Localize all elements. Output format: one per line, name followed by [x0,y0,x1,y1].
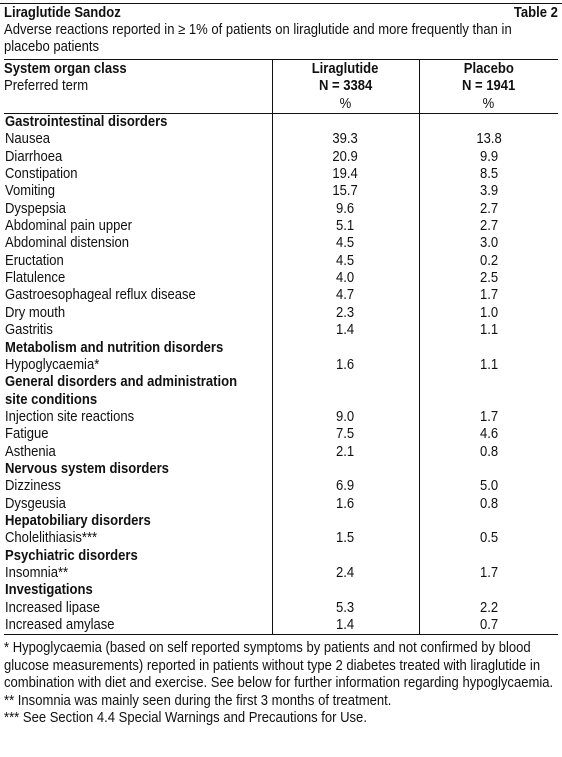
placebo-percent: 3.0 [479,235,498,252]
liraglutide-value [272,183,419,200]
placebo-percent: 2.7 [479,200,498,217]
placebo-value [419,582,558,599]
title-row [4,5,558,22]
placebo-value [419,270,558,287]
table-row [4,444,558,461]
table-row [4,235,558,252]
liraglutide-percent: 2.1 [336,443,355,460]
placebo-percent: 1.0 [479,304,498,321]
preferred-term [4,444,272,461]
liraglutide-value [272,149,419,166]
placebo-percent: 0.7 [479,617,498,633]
placebo-percent: 1.7 [479,564,498,581]
placebo-value [419,201,558,218]
liraglutide-value [272,166,419,183]
placebo-value [419,131,558,148]
placebo-value [419,305,558,322]
liraglutide-value [272,270,419,287]
placebo-value [419,478,558,495]
liraglutide-percent: 5.3 [336,599,355,616]
footnote-cholelithiasis: *** See Section 4.4 Special Warnings and Precautions for Use. [4,709,367,726]
header-col3-line1: Placebo [463,61,514,77]
placebo-value [419,617,558,635]
placebo-value [419,513,558,530]
placebo-percent: 1.1 [479,356,498,373]
footnotes [4,640,558,727]
table-label: Table 2 [513,5,558,21]
table-row [4,201,558,218]
category-row [4,114,558,132]
table-header-row [4,60,558,114]
liraglutide-value [272,582,419,599]
placebo-value [419,426,558,443]
term-label: Abdominal distension [5,235,130,252]
term-label: Hypoglycaemia* [5,356,100,373]
liraglutide-percent: 2.4 [336,564,355,581]
preferred-term [4,496,272,513]
placebo-value [419,235,558,252]
liraglutide-percent: 1.6 [336,356,355,373]
category-row [4,374,558,391]
liraglutide-percent: 39.3 [332,131,359,148]
liraglutide-percent: 2.3 [336,304,355,321]
liraglutide-value [272,114,419,132]
term-label: Constipation [5,166,78,183]
preferred-term [4,478,272,495]
category-label: Gastrointestinal disorders [5,114,168,131]
preferred-term [4,201,272,218]
table-row [4,131,558,148]
liraglutide-percent: 9.0 [336,408,355,425]
placebo-percent: 0.8 [479,443,498,460]
table-row [4,166,558,183]
category-label: Nervous system disorders [5,460,169,477]
preferred-term [4,166,272,183]
term-label: Dry mouth [5,304,66,321]
category-label: General disorders and administration [5,374,238,391]
preferred-term [4,305,272,322]
placebo-value [419,166,558,183]
liraglutide-percent: 19.4 [332,166,359,183]
placebo-value [419,218,558,235]
liraglutide-percent: 1.4 [336,617,355,633]
liraglutide-value [272,617,419,635]
liraglutide-percent: 15.7 [332,183,359,200]
liraglutide-value [272,461,419,478]
term-label: Diarrhoea [5,148,63,165]
liraglutide-value [272,409,419,426]
placebo-value [419,530,558,547]
table-row [4,357,558,374]
term-label: Dysgeusia [5,495,66,512]
placebo-value [419,357,558,374]
table-row [4,409,558,426]
liraglutide-value [272,496,419,513]
term-label: Gastritis [5,322,53,339]
term-label: Gastroesophageal reflux disease [5,287,196,304]
system-organ-class [4,461,272,478]
placebo-value [419,183,558,200]
table-row [4,565,558,582]
placebo-value [419,565,558,582]
category-label: Metabolism and nutrition disorders [5,339,224,356]
system-organ-class [4,392,272,409]
system-organ-class [4,114,272,132]
header-col1-line2: Preferred term [4,78,89,95]
preferred-term [4,253,272,270]
placebo-value [419,253,558,270]
table-row [4,600,558,617]
liraglutide-percent: 6.9 [336,478,355,495]
preferred-term [4,409,272,426]
table-row [4,426,558,443]
liraglutide-value [272,218,419,235]
table-row [4,478,558,495]
preferred-term [4,530,272,547]
header-liraglutide [272,60,419,114]
header-system-organ-class [4,60,272,114]
footnote-hypoglycaemia: * Hypoglycaemia (based on self reported symptoms by patients and not confirmed by blood glucose measurements) reported in patients without type 2 diabetes treated with liraglutide in combination with diet and exercise. See below for further information regarding hypoglycaemia. [4,640,554,692]
placebo-value [419,149,558,166]
placebo-percent: 4.6 [479,426,498,443]
liraglutide-value [272,235,419,252]
liraglutide-value [272,548,419,565]
table-caption: Adverse reactions reported in ≥ 1% of patients on liraglutide and more frequently than in placebo patients [4,22,512,55]
term-label: Nausea [5,131,50,148]
term-label: Flatulence [5,270,66,287]
preferred-term [4,270,272,287]
term-label: Insomnia** [5,564,69,581]
term-label: Eructation [5,252,64,269]
liraglutide-value [272,305,419,322]
term-label: Injection site reactions [5,408,135,425]
placebo-percent: 2.7 [479,218,498,235]
adverse-reactions-table [4,59,558,635]
category-row [4,582,558,599]
liraglutide-value [272,565,419,582]
header-col3-line2: N = 1941 [462,78,516,95]
header-col2-line1: Liraglutide [312,61,379,77]
liraglutide-percent: 4.7 [336,287,355,304]
term-label: Dizziness [5,478,61,495]
liraglutide-value [272,340,419,357]
placebo-value [419,444,558,461]
table-row [4,530,558,547]
preferred-term [4,426,272,443]
preferred-term [4,357,272,374]
placebo-value [419,496,558,513]
system-organ-class [4,548,272,565]
preferred-term [4,183,272,200]
liraglutide-percent: 4.5 [336,252,355,269]
placebo-percent: 1.7 [479,408,498,425]
table-row [4,617,558,635]
category-label: Investigations [5,582,93,599]
header-placebo [419,60,558,114]
liraglutide-value [272,426,419,443]
liraglutide-value [272,530,419,547]
table-row [4,253,558,270]
liraglutide-value [272,444,419,461]
table-row [4,149,558,166]
liraglutide-percent: 7.5 [336,426,355,443]
liraglutide-value [272,478,419,495]
system-organ-class [4,582,272,599]
placebo-value [419,287,558,304]
term-label: Increased lipase [5,599,101,616]
preferred-term [4,600,272,617]
top-rule [0,3,562,4]
header-col2-line3: % [339,95,352,112]
placebo-percent: 2.5 [479,270,498,287]
liraglutide-percent: 1.4 [336,322,355,339]
category-row [4,392,558,409]
preferred-term [4,235,272,252]
liraglutide-value [272,392,419,409]
table-body [4,114,558,635]
term-label: Asthenia [5,443,56,460]
liraglutide-value [272,131,419,148]
liraglutide-value [272,201,419,218]
table-row [4,218,558,235]
header-col2-line2: N = 3384 [318,78,373,95]
placebo-value [419,114,558,132]
category-label: Hepatobiliary disorders [5,512,151,529]
placebo-percent: 9.9 [479,148,498,165]
placebo-percent: 8.5 [479,166,498,183]
liraglutide-percent: 1.5 [336,530,355,547]
category-row [4,461,558,478]
term-label: Cholelithiasis*** [5,530,98,547]
category-row [4,340,558,357]
placebo-percent: 2.2 [479,599,498,616]
category-label: site conditions [5,391,98,408]
placebo-percent: 1.1 [479,322,498,339]
placebo-value [419,461,558,478]
placebo-percent: 1.7 [479,287,498,304]
liraglutide-percent: 1.6 [336,495,355,512]
placebo-percent: 0.8 [479,495,498,512]
placebo-percent: 3.9 [479,183,498,200]
liraglutide-percent: 9.6 [336,200,355,217]
liraglutide-value [272,322,419,339]
liraglutide-percent: 20.9 [332,148,359,165]
placebo-percent: 5.0 [479,478,498,495]
preferred-term [4,149,272,166]
placebo-percent: 0.5 [479,530,498,547]
term-label: Dyspepsia [5,200,66,217]
term-label: Vomiting [5,183,56,200]
liraglutide-percent: 4.5 [336,235,355,252]
preferred-term [4,565,272,582]
liraglutide-percent: 5.1 [336,218,355,235]
footnote-insomnia: ** Insomnia was mainly seen during the first 3 months of treatment. [4,692,392,709]
preferred-term [4,322,272,339]
placebo-value [419,409,558,426]
table-row [4,270,558,287]
placebo-value [419,340,558,357]
table-row [4,305,558,322]
table-row [4,322,558,339]
liraglutide-value [272,357,419,374]
term-label: Abdominal pain upper [5,218,132,235]
liraglutide-value [272,374,419,391]
document-title: Liraglutide Sandoz [4,5,121,21]
placebo-value [419,548,558,565]
table-row [4,287,558,304]
preferred-term [4,218,272,235]
placebo-value [419,374,558,391]
system-organ-class [4,340,272,357]
category-row [4,548,558,565]
preferred-term [4,131,272,148]
category-label: Psychiatric disorders [5,547,138,564]
liraglutide-percent: 4.0 [336,270,355,287]
term-label: Increased amylase [5,617,115,633]
table-row [4,183,558,200]
system-organ-class [4,513,272,530]
table-row [4,496,558,513]
placebo-percent: 13.8 [476,131,502,148]
system-organ-class [4,374,272,391]
preferred-term [4,287,272,304]
liraglutide-value [272,287,419,304]
placebo-value [419,600,558,617]
placebo-value [419,392,558,409]
header-col1-line1: System organ class [4,61,127,77]
term-label: Fatigue [5,426,49,443]
liraglutide-value [272,253,419,270]
placebo-percent: 0.2 [479,252,498,269]
preferred-term [4,617,272,635]
liraglutide-value [272,513,419,530]
category-row [4,513,558,530]
placebo-value [419,322,558,339]
header-col3-line3: % [482,95,495,112]
liraglutide-value [272,600,419,617]
